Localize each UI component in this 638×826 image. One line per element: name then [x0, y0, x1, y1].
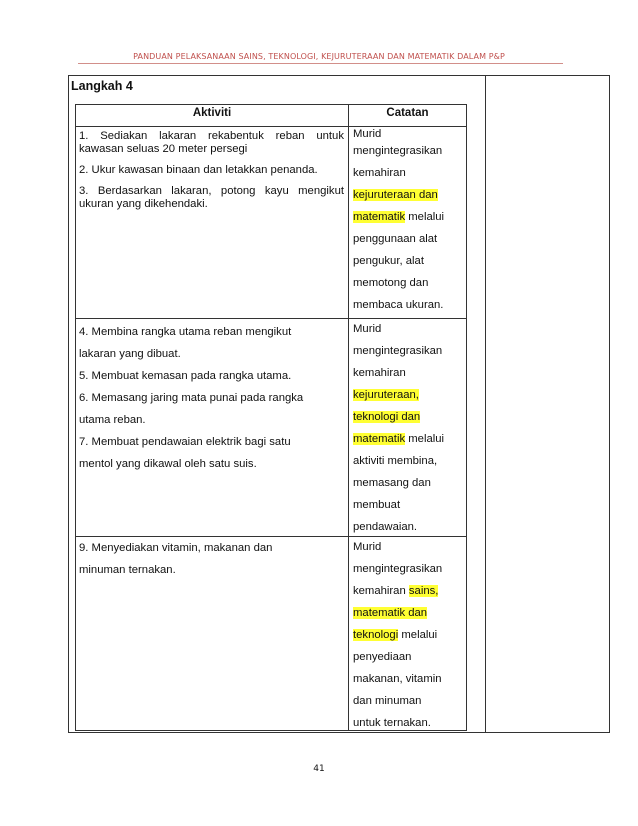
note-word: melalui [405, 433, 445, 445]
page-number: 41 [313, 764, 325, 774]
note-word: penyediaan [353, 651, 412, 663]
row-2-activities [79, 321, 344, 475]
column-header-catatan: Catatan [386, 107, 429, 119]
activity-line: mentol yang dikawal oleh satu suis. [79, 458, 257, 470]
row-2-note [353, 318, 465, 538]
activity-line: 9. Menyediakan vitamin, makanan dan [79, 542, 273, 554]
note-word: aktiviti membina, [353, 455, 438, 467]
highlighted-stem-term: matematik [353, 211, 406, 223]
activity-line: 2. Ukur kawasan binaan dan letakkan penanda. [79, 164, 318, 176]
note-word: pengukur, alat [353, 255, 424, 267]
activity-line: 5. Membuat kemasan pada rangka utama. [79, 370, 292, 382]
highlighted-stem-term: teknologi dan [353, 411, 421, 423]
note-word: kemahiran [353, 585, 409, 597]
section-title: Langkah 4 [71, 79, 133, 93]
highlighted-stem-term: sains, [408, 585, 439, 597]
running-header: PANDUAN PELAKSANAAN SAINS, TEKNOLOGI, KEJURUTERAAN DAN MATEMATIK DALAM P&P [133, 52, 505, 61]
activity-line: 1. Sediakan lakaran rekabentuk reban untuk [79, 130, 344, 142]
note-word: melalui [398, 629, 438, 641]
column-header-aktiviti: Aktiviti [192, 107, 232, 119]
note-word: memotong dan [353, 277, 429, 289]
outer-table-divider [485, 75, 486, 733]
note-word: makanan, vitamin [353, 673, 442, 685]
activity-line: minuman ternakan. [79, 564, 176, 576]
note-word: Murid [353, 128, 382, 140]
note-word: penggunaan alat [353, 233, 438, 245]
row-1-activities [79, 130, 344, 211]
activity-line: utama reban. [79, 414, 146, 426]
note-word: mengintegrasikan [353, 145, 443, 157]
note-word: untuk ternakan. [353, 717, 431, 729]
note-word: pendawaian. [353, 521, 418, 533]
row-3-note [353, 536, 465, 734]
activity-line: 6. Memasang jaring mata punai pada rangka [79, 392, 304, 404]
activity-line: ukuran yang dikehendaki. [79, 198, 208, 210]
activity-line: kawasan seluas 20 meter persegi [79, 143, 248, 155]
note-word: Murid [353, 323, 382, 335]
highlighted-stem-term: matematik [353, 433, 406, 445]
note-word: membaca ukuran. [353, 299, 444, 311]
header-rule [78, 63, 563, 64]
activity-line: lakaran yang dibuat. [79, 348, 181, 360]
activity-line: 3. Berdasarkan lakaran, potong kayu mengikut [79, 185, 344, 197]
note-word: kemahiran [353, 167, 406, 179]
note-word: mengintegrasikan [353, 563, 443, 575]
activity-line: 4. Membina rangka utama reban mengikut [79, 326, 292, 338]
note-word: dan minuman [353, 695, 422, 707]
note-word: melalui [405, 211, 445, 223]
activity-table-column-divider [348, 104, 349, 731]
note-word: memasang dan [353, 477, 431, 489]
note-word: mengintegrasikan [353, 345, 443, 357]
activity-line: 7. Membuat pendawaian elektrik bagi satu [79, 436, 291, 448]
highlighted-stem-term: teknologi [353, 629, 399, 641]
row-1-note [353, 123, 465, 316]
note-word: membuat [353, 499, 401, 511]
highlighted-stem-term: kejuruteraan dan [353, 189, 438, 201]
note-word: kemahiran [353, 367, 406, 379]
highlighted-stem-term: kejuruteraan, [353, 389, 419, 401]
row-3-activities [79, 537, 344, 581]
highlighted-stem-term: matematik dan [353, 607, 428, 619]
note-word: Murid [353, 541, 382, 553]
